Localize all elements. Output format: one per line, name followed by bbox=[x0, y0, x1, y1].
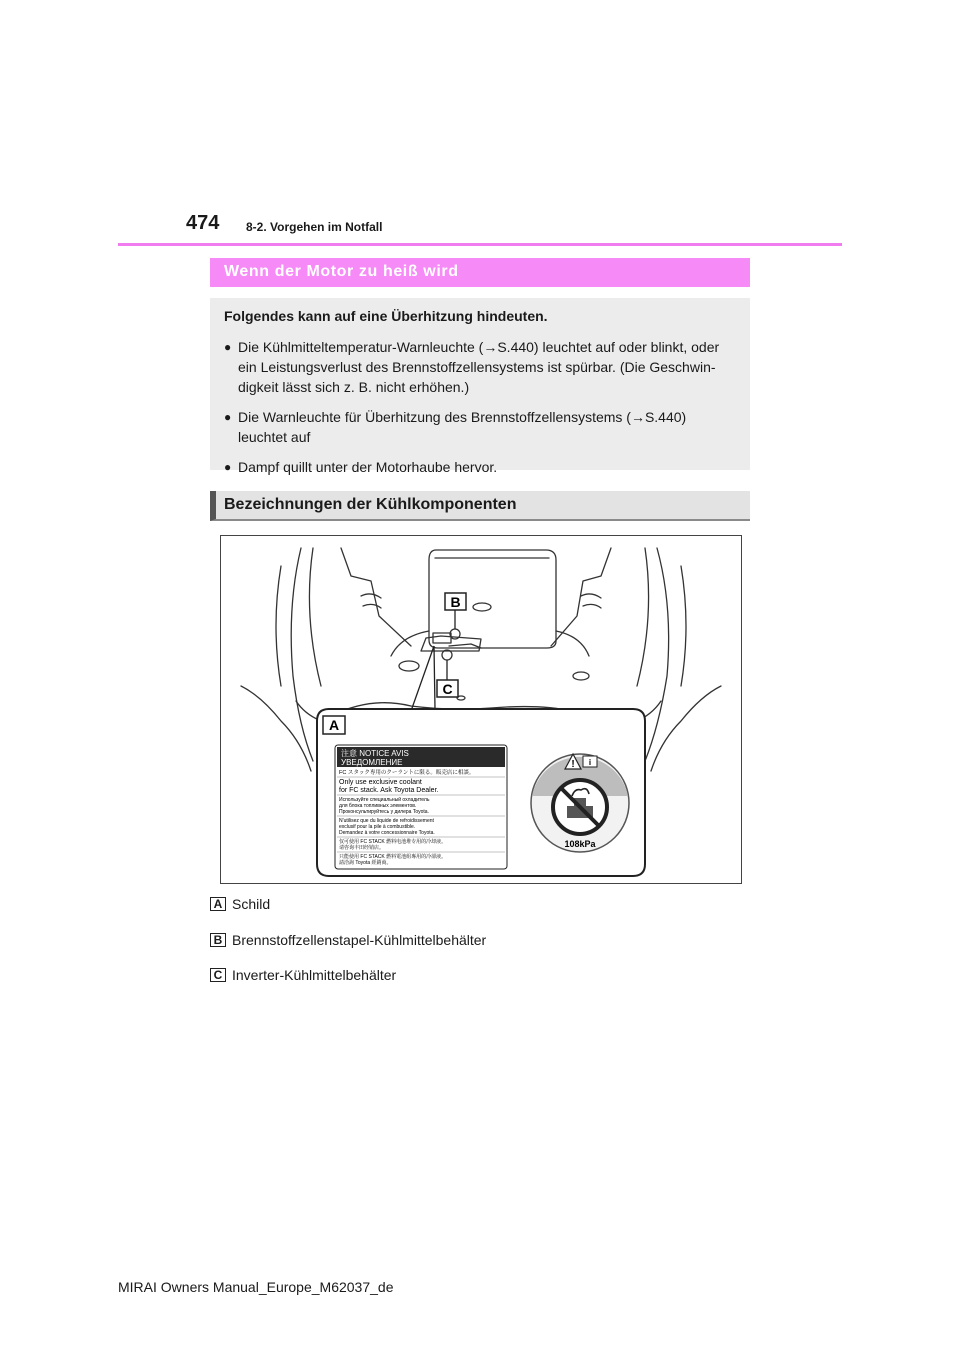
callout-a bbox=[323, 716, 345, 734]
bullet-item bbox=[224, 457, 738, 477]
svg-text:FC スタック専用のクーラントに限る。販売店に相談。: FC スタック専用のクーラントに限る。販売店に相談。 bbox=[339, 770, 475, 776]
overheat-heading: Wenn der Motor zu heiß wird bbox=[210, 258, 750, 287]
overheat-intro: Folgendes kann auf eine Überhitzung hindeuten. bbox=[224, 308, 548, 324]
legend-key-b: B bbox=[210, 933, 226, 947]
callout-c bbox=[437, 680, 458, 697]
legend-item bbox=[210, 932, 486, 948]
svg-text:Проконсультируйтесь у дилера: Проконсультируйтесь у дилера Toyota. bbox=[339, 809, 429, 815]
bullet-item bbox=[224, 407, 738, 447]
section-title: 8-2. Vorgehen im Notfall bbox=[246, 220, 383, 234]
engine-bay-illustration bbox=[220, 535, 742, 884]
legend-text: Inverter-Kühlmittelbehälter bbox=[232, 967, 397, 983]
svg-text:只能使用 FC STACK 燃料電池組專用的冷卻液。: 只能使用 FC STACK 燃料電池組專用的冷卻液。 bbox=[339, 854, 447, 860]
bullet-text: Die Kühlmitteltemperatur-Warnleuchte (→S.440) leuchtet auf oder blinkt, oder ein Leistungsverlust des Brennstoffzellensystems ist spürbar. (Die Geschwin-digkeit lässt sich z. B. nicht erhöhen.) bbox=[238, 339, 720, 395]
svg-text:请咨询丰田经销店。: 请咨询丰田经销店。 bbox=[339, 845, 385, 851]
legend-text: Brennstoffzellenstapel-Kühlmittelbehälter bbox=[232, 932, 487, 948]
svg-text:Используйте специальный охла: Используйте специальный охладитель bbox=[339, 797, 430, 803]
components-heading: Bezeichnungen der Kühlkomponenten bbox=[210, 491, 750, 521]
svg-text:仅可使用 FC STACK 燃料电池堆专用的冷却液。: 仅可使用 FC STACK 燃料电池堆专用的冷却液。 bbox=[339, 839, 447, 845]
svg-text:for FC stack. Ask Toyota: for FC stack. Ask Toyota Dealer. bbox=[339, 787, 439, 794]
svg-text:!: ! bbox=[571, 759, 575, 770]
svg-text:請洽詢 Toyota 經銷商。: 請洽詢 Toyota 經銷商。 bbox=[339, 860, 392, 866]
bullet-item bbox=[224, 337, 738, 397]
bullet-text: Dampf quillt unter der Motorhaube hervor. bbox=[238, 459, 498, 475]
svg-text:B: B bbox=[450, 594, 461, 610]
svg-text:N'utilisez que du liquide: N'utilisez que du liquide de refroidissement bbox=[339, 818, 434, 824]
cap-warning-label bbox=[531, 754, 629, 852]
svg-text:A: A bbox=[328, 717, 340, 733]
svg-text:Only use exclusive coolant: Only use exclusive coolant bbox=[339, 779, 422, 786]
svg-text:exclusif pour la pile à c: exclusif pour la pile à combustible. bbox=[339, 824, 416, 830]
bullet-text: Die Warnleuchte für Überhitzung des Brennstoffzellensystems (→S.440) leuchtet auf bbox=[238, 409, 687, 445]
header-rule bbox=[118, 243, 842, 246]
svg-text:для блока топливных элемент: для блока топливных элементов. bbox=[339, 803, 417, 809]
legend-key-c: C bbox=[210, 968, 226, 982]
bullet-icon: ● bbox=[224, 460, 232, 474]
bullet-icon: ● bbox=[224, 340, 232, 354]
svg-text:Demandez à votre concession: Demandez à votre concessionnaire Toyota. bbox=[339, 830, 435, 836]
callout-b bbox=[445, 593, 466, 610]
svg-text:108kPa: 108kPa bbox=[564, 839, 596, 849]
engine-bay-drawing bbox=[221, 536, 741, 883]
legend-text: Schild bbox=[232, 896, 271, 912]
svg-text:C: C bbox=[442, 681, 453, 697]
legend-item bbox=[210, 896, 270, 912]
legend-item bbox=[210, 967, 396, 983]
coolant-warning-label bbox=[335, 745, 507, 869]
svg-text:注意 NOTICE AVIS: 注意 NOTICE AVIS bbox=[341, 749, 409, 758]
svg-text:УВЕДОМЛЕНИЕ: УВЕДОМЛЕНИЕ bbox=[341, 758, 403, 767]
page-number: 474 bbox=[186, 212, 220, 234]
svg-text:i: i bbox=[588, 758, 592, 767]
overheat-info-box bbox=[210, 298, 750, 475]
document-footer: MIRAI Owners Manual_Europe_M62037_de bbox=[118, 1279, 394, 1295]
legend-key-a: A bbox=[210, 897, 226, 911]
bullet-icon: ● bbox=[224, 410, 232, 424]
